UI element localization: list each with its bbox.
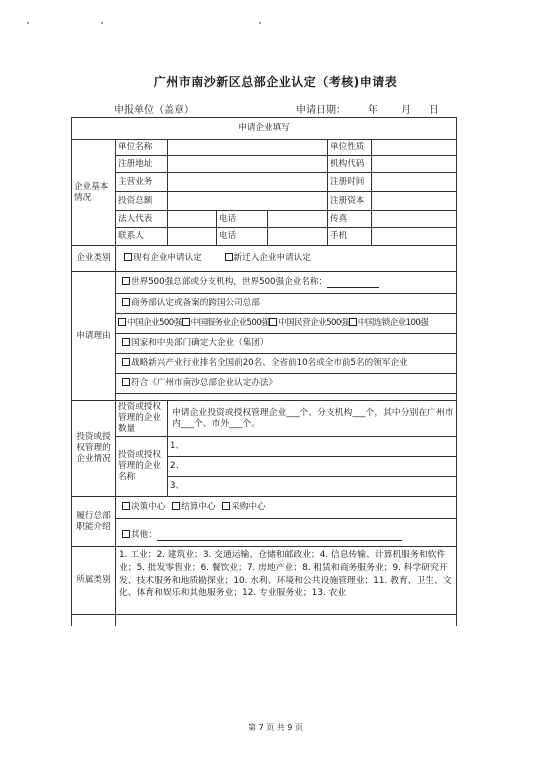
checkbox-reason[interactable]: [269, 318, 277, 326]
total-investment-label: 投资总额: [116, 192, 168, 211]
reason-item: [116, 272, 457, 294]
checkbox-new[interactable]: [225, 253, 233, 261]
unit-name-field[interactable]: [168, 140, 328, 156]
reasons-label: 申请理由: [72, 272, 116, 401]
month-label: 月: [401, 105, 411, 116]
function-other-blank[interactable]: [157, 540, 402, 541]
reason-text: 符合《广州市南沙总部企业认定办法》: [131, 378, 278, 389]
phone-field[interactable]: [268, 228, 328, 246]
phone-label: 电话: [217, 228, 268, 246]
investment-name-row[interactable]: 1、: [168, 437, 457, 457]
investment-names-label: 投资或授权管理的企业名称: [116, 437, 168, 497]
basic-info-label: 企业基本情况: [72, 140, 116, 246]
reason-text: 中国服务业企业500强: [190, 318, 270, 329]
main-business-label: 主营业务: [116, 173, 168, 192]
year-label: 年: [368, 105, 378, 116]
phone-label: 电话: [217, 211, 268, 228]
applicant-label: 申报单位（盖章）: [114, 105, 194, 116]
function-procurement-label: 采购中心: [231, 502, 266, 513]
reg-address-field[interactable]: [168, 156, 328, 173]
checkbox-reason[interactable]: [349, 318, 357, 326]
form-title: 广州市南沙新区总部企业认定（考核)申请表: [153, 75, 398, 89]
scan-mark: [27, 22, 29, 24]
reg-time-label: 注册时间: [328, 173, 372, 192]
reason-item: [116, 334, 457, 354]
category-options: [116, 246, 457, 272]
fax-label: 传真: [328, 211, 372, 228]
checkbox-procurement[interactable]: [222, 502, 230, 510]
unit-name-label: 单位名称: [116, 140, 168, 156]
contact-field[interactable]: [168, 228, 217, 246]
reason-text: 中国企业500强: [127, 318, 182, 329]
company-name-blank[interactable]: [327, 287, 379, 288]
investment-count-text[interactable]: 申请企业投资或授权管理企业___个、分支机构___个，其中分别在广州市内___个、市外___个。: [168, 401, 457, 437]
reason-text: 中国民营企业500强: [278, 318, 349, 329]
table-tail: [116, 615, 457, 626]
reason-text: 国家和中央部门确定大企业（集团）: [131, 338, 269, 349]
fax-field[interactable]: [372, 211, 457, 228]
function-decision-label: 决策中心: [131, 502, 166, 513]
reason-item: [116, 374, 457, 394]
application-form: [71, 117, 457, 626]
checkbox-other[interactable]: [122, 530, 130, 538]
reason-spacer: [116, 394, 457, 401]
scan-mark: [259, 22, 261, 24]
main-business-field[interactable]: [168, 173, 328, 192]
checkbox-reason[interactable]: [122, 358, 130, 366]
checkbox-reason[interactable]: [182, 318, 190, 326]
investment-label: 投资或授权管理的企业情况: [72, 401, 116, 497]
option-new-label: 新迁入企业申请认定: [233, 253, 311, 264]
unit-nature-field[interactable]: [372, 140, 457, 156]
contact-label: 联系人: [116, 228, 168, 246]
checkbox-reason[interactable]: [122, 277, 130, 285]
reason-text: 中国连锁企业100强: [357, 318, 429, 329]
checkbox-reason[interactable]: [118, 318, 126, 326]
checkbox-decision[interactable]: [122, 502, 130, 510]
function-other: [116, 525, 457, 547]
reg-address-label: 注册地址: [116, 156, 168, 173]
function-options: [116, 497, 457, 519]
reg-capital-field[interactable]: [372, 192, 457, 211]
org-code-field[interactable]: [372, 156, 457, 173]
phone-field[interactable]: [268, 211, 328, 228]
org-code-label: 机构代码: [328, 156, 372, 173]
reason-item: [116, 354, 457, 374]
checkbox-reason[interactable]: [122, 298, 130, 306]
investment-count-label: 投资或授权管理的企业数量: [116, 401, 168, 437]
total-investment-field[interactable]: [168, 192, 328, 211]
legal-rep-label: 法人代表: [116, 211, 168, 228]
checkbox-reason[interactable]: [122, 338, 130, 346]
industry-label: 所属类别: [72, 547, 116, 615]
option-existing-label: 现有企业申请认定: [133, 253, 202, 264]
reg-time-field[interactable]: [372, 173, 457, 192]
unit-nature-label: 单位性质: [328, 140, 372, 156]
category-label: 企业类别: [72, 246, 116, 272]
date-label: 申请日期：: [296, 105, 346, 116]
checkbox-settlement[interactable]: [172, 502, 180, 510]
investment-name-row[interactable]: 3、: [168, 477, 457, 497]
checkbox-reason[interactable]: [122, 378, 130, 386]
industry-categories[interactable]: 1. 工业；2. 建筑业；3. 交通运输、仓储和邮政业；4. 信息传输、计算机服务和软件业；5. 批发零售业；6. 餐饮业；7. 房地产业；8. 租赁和商务服务业；9. 科学研究开发、技术服务和地质勘探业；10. 水利、环境和公共设施管理业；11. 教育、卫生、文化、体育和娱乐和其他服务业；12. 专业服务业；13. 农业: [116, 547, 457, 615]
reason-text: 商务部认定或备案的跨国公司总部: [131, 298, 260, 309]
function-other-label: 其他：: [131, 529, 157, 540]
function-settlement-label: 结算中心: [181, 502, 216, 513]
investment-name-row[interactable]: 2、: [168, 457, 457, 477]
day-label: 日: [429, 105, 439, 116]
section-header: 申请企业填写: [72, 118, 457, 140]
table-tail: [72, 615, 116, 626]
mobile-label: 手机: [328, 228, 372, 246]
scan-mark: [101, 22, 103, 24]
reason-text: 世界500强总部或分支机构，世界500强企业名称：: [131, 277, 328, 288]
page-footer: 第 7 页 共 9 页: [248, 723, 303, 732]
reason-item: [116, 294, 457, 314]
reason-text: 战略新兴产业行业排名全国前20名、全省前10名或全市前5名的领军企业: [131, 358, 408, 369]
reg-capital-label: 注册资本: [328, 192, 372, 211]
functions-label: 履行总部职能介绍: [72, 497, 116, 547]
mobile-field[interactable]: [372, 228, 457, 246]
legal-rep-field[interactable]: [168, 211, 217, 228]
reason-item: [116, 314, 457, 334]
checkbox-existing[interactable]: [124, 253, 132, 261]
